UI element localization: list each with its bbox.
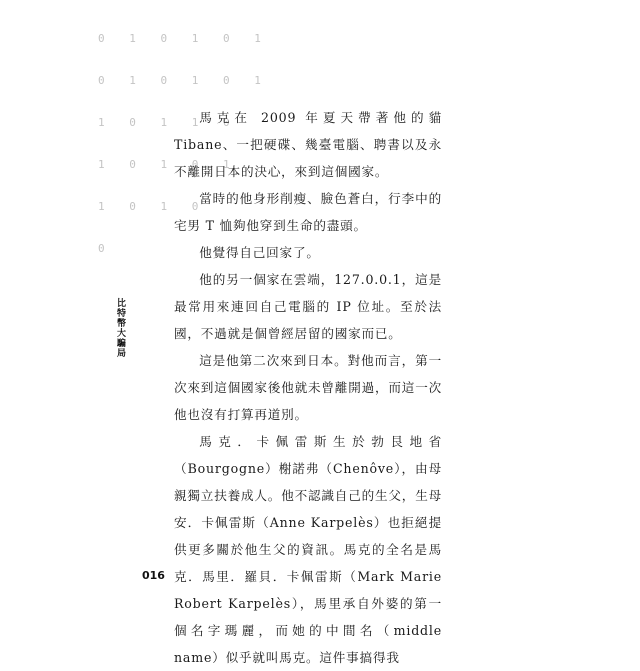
page-number: 016: [142, 569, 165, 582]
paragraph: 馬克在 2009 年夏天帶著他的貓 Tibane、一把硬碟、幾臺電腦、聘書以及永不離開日本的決心，來到這個國家。: [174, 110, 442, 179]
binary-row: 0 1 0 1 0 1: [98, 32, 270, 45]
paragraph: 當時的他身形削瘦、臉色蒼白，行李中的宅男 T 恤夠他穿到生命的盡頭。: [174, 191, 442, 233]
paragraph: 這是他第二次來到日本。對他而言，第一次來到這個國家後他就未曾離開過，而這一次他也沒有打算再道別。: [174, 353, 442, 422]
binary-row: 1 0 1 0 1: [98, 158, 239, 171]
binary-row: 1 0 1 0: [98, 200, 208, 213]
running-head-book-title: 比特幣大騙局: [115, 298, 125, 358]
body-text: [174, 104, 442, 671]
binary-row: 0 1 0 1 0 1: [98, 74, 270, 87]
paragraph: 馬克．卡佩雷斯生於勃艮地省（Bourgogne）榭諾弗（Chenôve），由母親獨立扶養成人。他不認識自己的生父，生母安．卡佩雷斯（Anne Karpelès）也拒絕提供更多關於他生父的資訊。馬克的全名是馬克．馬里．羅貝．卡佩雷斯（Mark Marie Robert Karpelès），馬里承自外婆的第一個名字瑪麗，而她的中間名（middle name）似乎就叫馬克。這件事搞得我: [174, 434, 442, 665]
binary-row: 1 0 1 1 0: [98, 116, 239, 129]
paragraph: 他覺得自己回家了。: [199, 245, 320, 260]
binary-row: 0: [98, 242, 114, 255]
paragraph: 他的另一個家在雲端，127.0.0.1，這是最常用來連回自己電腦的 IP 位址。至於法國，不過就是個曾經居留的國家而已。: [174, 272, 442, 341]
